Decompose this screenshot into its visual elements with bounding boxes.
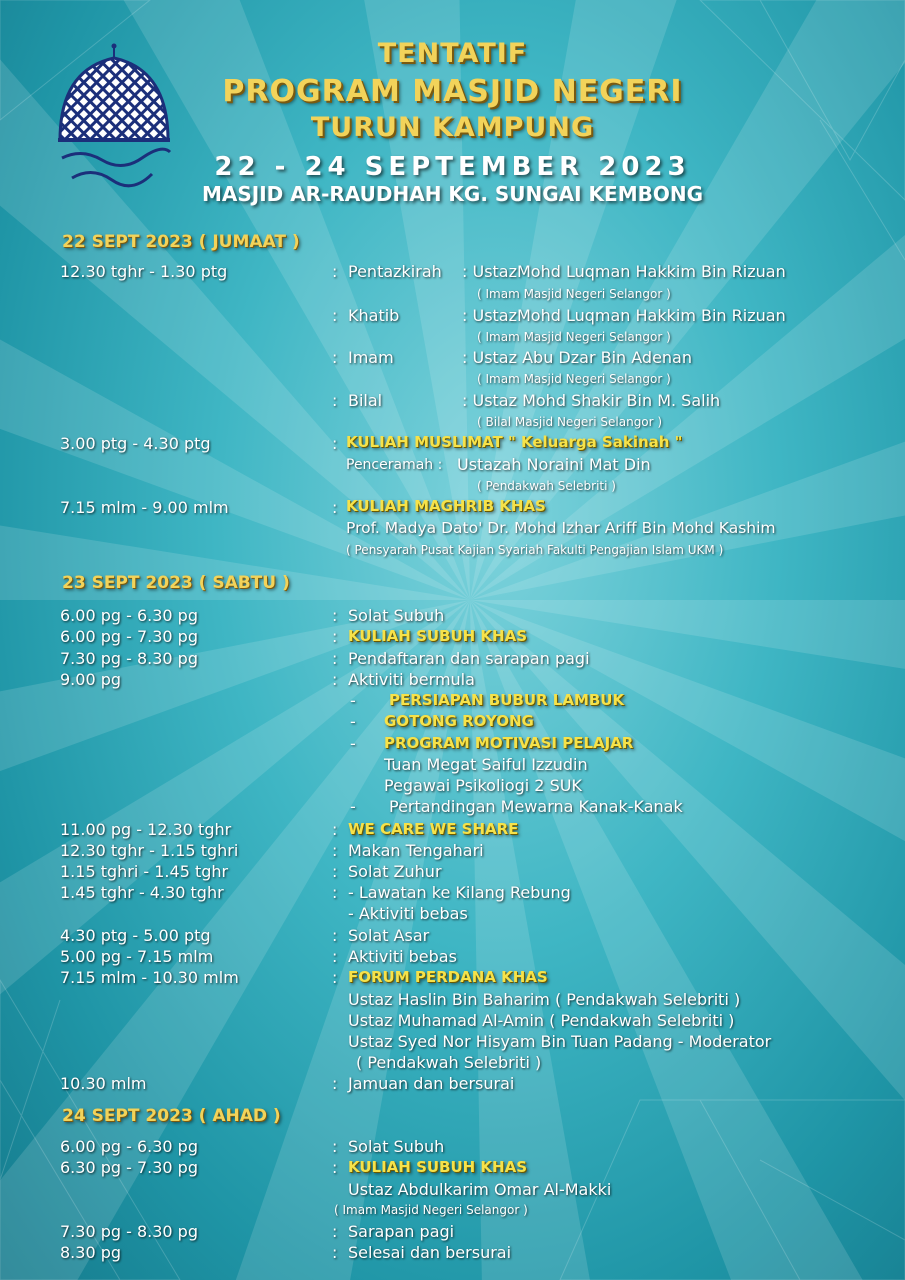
time-slot: 4.30 ptg - 5.00 ptg <box>60 926 211 945</box>
role-label: Bilal <box>348 391 383 410</box>
time-slot: 9.00 pg <box>60 670 122 689</box>
program-title: FORUM PERDANA KHAS <box>348 968 548 986</box>
title-line-2: PROGRAM MASJID NEGERI <box>222 74 683 109</box>
bullet-dash: - <box>350 691 356 710</box>
program-text: Jamuan dan bersurai <box>348 1074 515 1093</box>
colon: : <box>332 498 338 517</box>
time-slot: 7.30 pg - 8.30 pg <box>60 1222 198 1241</box>
time-slot: 3.00 ptg - 4.30 ptg <box>60 434 211 453</box>
colon: : <box>332 1074 338 1093</box>
event-dates: 22 - 24 SEPTEMBER 2023 <box>214 152 691 182</box>
panelist: Ustaz Muhamad Al-Amin ( Pendakwah Selebriti ) <box>348 1011 735 1030</box>
colon: : <box>332 1222 338 1241</box>
bullet-dash: - <box>350 712 356 731</box>
colon: : <box>332 649 338 668</box>
sub-activity: PROGRAM MOTIVASI PELAJAR <box>384 734 634 752</box>
program-text: - Lawatan ke Kilang Rebung <box>348 883 571 902</box>
program-title: KULIAH SUBUH KHAS <box>348 627 528 645</box>
colon: : <box>332 883 338 902</box>
sub-activity: Pertandingan Mewarna Kanak-Kanak <box>389 797 683 816</box>
colon: : <box>332 862 338 881</box>
time-slot: 11.00 pg - 12.30 tghr <box>60 820 232 839</box>
role-name: : Ustaz Mohd Shakir Bin M. Salih <box>462 391 721 410</box>
program-text: Makan Tengahari <box>348 841 484 860</box>
program-title: KULIAH MUSLIMAT " Keluarga Sakinah " <box>346 433 683 451</box>
time-slot: 5.00 pg - 7.15 mlm <box>60 947 214 966</box>
program-text: Solat Asar <box>348 926 430 945</box>
bullet-dash: - <box>350 734 356 753</box>
day-heading-2: 23 SEPT 2023 ( SABTU ) <box>62 573 290 593</box>
colon: : <box>332 841 338 860</box>
colon: : <box>332 1137 338 1156</box>
colon: : <box>332 391 338 410</box>
program-text: Solat Zuhur <box>348 862 442 881</box>
sub-activity: PERSIAPAN BUBUR LAMBUK <box>389 691 625 709</box>
time-slot: 1.45 tghr - 4.30 tghr <box>60 883 224 902</box>
role-sub: ( Imam Masjid Negeri Selangor ) <box>477 287 671 301</box>
speaker-title: Pegawai Psikoliogi 2 SUK <box>384 776 582 795</box>
speaker-sub: ( Imam Masjid Negeri Selangor ) <box>334 1203 528 1217</box>
event-venue: MASJID AR-RAUDHAH KG. SUNGAI KEMBONG <box>201 182 704 206</box>
colon: : <box>332 1243 338 1262</box>
colon: : <box>332 627 338 646</box>
time-slot: 6.00 pg - 7.30 pg <box>60 627 198 646</box>
speaker-sub: ( Pendakwah Selebriti ) <box>477 479 616 493</box>
panelist: Ustaz Haslin Bin Baharim ( Pendakwah Selebriti ) <box>348 990 741 1009</box>
program-title: WE CARE WE SHARE <box>348 820 519 838</box>
panelist-sub: ( Pendakwah Selebriti ) <box>356 1053 542 1072</box>
time-slot: 8.30 pg <box>60 1243 122 1262</box>
time-slot: 7.15 mlm - 10.30 mlm <box>60 968 239 987</box>
speaker-label: Penceramah : <box>346 457 443 473</box>
speaker-sub: ( Pensyarah Pusat Kajian Syariah Fakulti Pengajian Islam UKM ) <box>346 543 724 557</box>
role-label: Imam <box>348 348 394 367</box>
role-sub: ( Imam Masjid Negeri Selangor ) <box>477 330 671 344</box>
time-slot: 6.00 pg - 6.30 pg <box>60 606 198 625</box>
time-slot: 12.30 tghr - 1.30 ptg <box>60 262 228 281</box>
colon: : <box>332 926 338 945</box>
speaker-name: Ustaz Abdulkarim Omar Al-Makki <box>348 1180 612 1199</box>
colon: : <box>332 947 338 966</box>
colon: : <box>332 306 338 325</box>
speaker-name: Tuan Megat Saiful Izzudin <box>384 755 588 774</box>
colon: : <box>332 820 338 839</box>
program-title: KULIAH MAGHRIB KHAS <box>346 497 546 515</box>
bullet-dash: - <box>350 797 356 816</box>
program-text: Solat Subuh <box>348 1137 445 1156</box>
sub-activity: GOTONG ROYONG <box>384 712 534 730</box>
program-text: Aktiviti bermula <box>348 670 475 689</box>
program-text: - Aktiviti bebas <box>348 904 468 923</box>
role-label: Khatib <box>348 306 400 325</box>
colon: : <box>332 1158 338 1177</box>
program-text: Aktiviti bebas <box>348 947 457 966</box>
time-slot: 7.30 pg - 8.30 pg <box>60 649 198 668</box>
colon: : <box>332 606 338 625</box>
time-slot: 6.30 pg - 7.30 pg <box>60 1158 198 1177</box>
program-text: Pendaftaran dan sarapan pagi <box>348 649 590 668</box>
colon: : <box>332 968 338 987</box>
colon: : <box>332 348 338 367</box>
role-name: : UstazMohd Luqman Hakkim Bin Rizuan <box>462 306 786 325</box>
role-sub: ( Bilal Masjid Negeri Selangor ) <box>477 415 663 429</box>
role-name: : UstazMohd Luqman Hakkim Bin Rizuan <box>462 262 786 281</box>
time-slot: 6.00 pg - 6.30 pg <box>60 1137 198 1156</box>
time-slot: 1.15 tghri - 1.45 tghr <box>60 862 229 881</box>
program-text: Solat Subuh <box>348 606 445 625</box>
time-slot: 10.30 mlm <box>60 1074 147 1093</box>
program-title: KULIAH SUBUH KHAS <box>348 1158 528 1176</box>
day-heading-1: 22 SEPT 2023 ( JUMAAT ) <box>62 232 300 252</box>
time-slot: 7.15 mlm - 9.00 mlm <box>60 498 229 517</box>
program-text: Sarapan pagi <box>348 1222 455 1241</box>
speaker-name: Prof. Madya Dato' Dr. Mohd Izhar Ariff Bin Mohd Kashim <box>346 519 776 537</box>
title-line-1: TENTATIF <box>377 38 528 69</box>
colon: : <box>332 434 338 453</box>
colon: : <box>332 670 338 689</box>
role-name: : Ustaz Abu Dzar Bin Adenan <box>462 348 692 367</box>
colon: : <box>332 262 338 281</box>
title-line-3: TURUN KAMPUNG <box>310 112 595 143</box>
program-text: Selesai dan bersurai <box>348 1243 512 1262</box>
panelist: Ustaz Syed Nor Hisyam Bin Tuan Padang - Moderator <box>348 1032 772 1051</box>
role-label: Pentazkirah <box>348 262 442 281</box>
time-slot: 12.30 tghr - 1.15 tghri <box>60 841 239 860</box>
role-sub: ( Imam Masjid Negeri Selangor ) <box>477 372 671 386</box>
day-heading-3: 24 SEPT 2023 ( AHAD ) <box>62 1106 281 1126</box>
speaker-name: Ustazah Noraini Mat Din <box>457 455 651 474</box>
